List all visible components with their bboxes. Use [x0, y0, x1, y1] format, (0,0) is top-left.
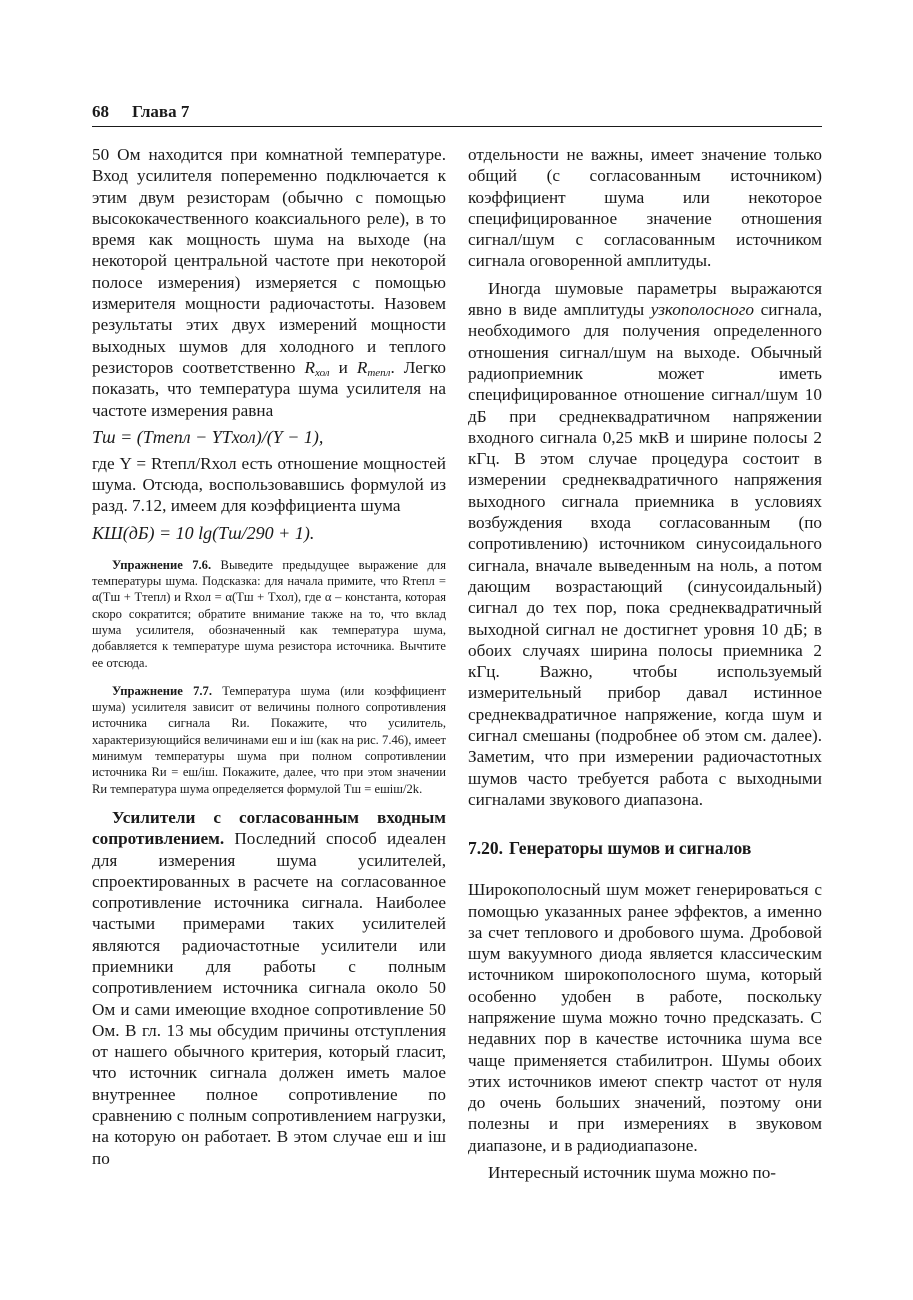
chapter-title: Глава 7 [132, 102, 190, 121]
exercise-text: Температура шума (или коэффициент шума) усилителя зависит от величины полного сопротивления источника сигнала Rи. Покажите, что усилитель, характеризующийся величинами eш и iш (как на рис. 7.46), имеет минимум температуры шума при полном сопротивлении источника Rи = eш/iш. Покажите, далее, что при этом значении Rи температура шума определяется формулой Tш = eшiш/2k. [92, 683, 446, 796]
exercise-title: Упражнение 7.6. [112, 557, 212, 572]
exercise-7-7 [92, 683, 446, 797]
formula-noise-figure: КШ(дБ) = 10 lg(Tш/290 + 1). [92, 522, 315, 543]
section-title: Генераторы шумов и сигналов [509, 838, 752, 859]
right-column [468, 144, 822, 1183]
paragraph: Интересный источник шума можно по- [488, 1163, 777, 1183]
exercise-title: Упражнение 7.7. [112, 683, 212, 698]
left-column [92, 144, 446, 1169]
page-header [92, 100, 822, 127]
paragraph: 50 Ом находится при комнатной температуре. Вход усилителя попеременно подключается к этим двум резисторам (обычно с помощью высококачественного коаксиального реле), в то время как мощность шума на выходе (на некоторой центральной частоте при некоторой полосе измерения) измеряется с помощью измерителя мощности радиочастоты. Назовем результаты этих двух измерений мощности выходных шумов для холодного и теплого резисторов соответственно $R_{хол}$ и $R_{тепл}$. Легко показать, что температура шума усилителя на частоте измерения равна [92, 145, 447, 420]
exercise-7-6 [92, 557, 446, 671]
exercise-text: Выведите предыдущее выражение для температуры шума. Подсказка: для начала примите, что Rтепл = α(Tш + Tтепл) и Rхол = α(Tш + Tхол), где α – константа, которая скоро сократится; обратите внимание также на то, что вклад шума усилителя, обозначенный как температура шума, добавляется к температуре шума резистора источника. Вычтите ее отсюда. [92, 557, 447, 670]
formula-noise-temperature: Tш = (Tтепл − YTхол)/(Y − 1), [92, 426, 324, 447]
paragraph: Иногда шумовые параметры выражаются явно в виде амплитуды узкополосного сигнала, необходимого для получения определенного отношения сигнал/шум на выходе. Обычный радиоприемник может иметь специфицированное отношение сигнал/шум 10 дБ при среднеквадратичном напряжении входного сигнала 0,25 мкВ и ширине полосы 2 кГц. В этом случае процедура состоит в измерении среднеквадратичного напряжения выходного сигнала приемника в условиях возбуждения входа согласованным (по сопротивлению) источником синусоидального сигнала, вначале выведенным на ноль, а потом дающим возрастающий (синусоидальный) сигнал до тех пор, пока среднеквадратичный выходной сигнал не достигнет уровня 10 дБ; в обоих случаях ширина полосы приемника 2 кГц. Важно, чтобы используемый измерительный прибор давал истинное среднеквадратичное напряжение, когда шум и сигнал смешаны (подробнее об этом см. далее). Заметим, что при измерении радиочастотных шумов часто требуется работа с выходными сигналами звукового диапазона. [468, 278, 823, 809]
paragraph: отдельности не важны, имеет значение только общий (с согласованным источником) коэффициент шума или некоторое специфицированное значение отношения сигнал/шум с согласованным источником сигнала оговоренной амплитуды. [468, 145, 822, 271]
section-number: 7.20. [468, 838, 503, 859]
section-heading [468, 838, 822, 859]
paragraph: Широкополосный шум может генерироваться с помощью указанных ранее эффектов, а именно за счет теплового и дробового шума. Дробовой шум вакуумного диода является классическим источником широкополосного шума, который особенно удобен в работе, поскольку напряжение шума можно точно предсказать. С недавних пор в качестве источника шума все чаще применяется стабилитрон. Шумы обоих этих источников имеют спектр частот от нуля до очень больших значений, поэтому они полезны и при измерениях в звуковом диапазоне, и в радиодиапазоне. [468, 880, 822, 1155]
runin-heading: Усилители с согласованным входным сопротивлением. [92, 807, 446, 849]
page-number: 68 [92, 102, 109, 121]
paragraph: где Y = Rтепл/Rхол есть отношение мощностей шума. Отсюда, воспользовавшись формулой из разд. 7.12, имеем для коэффициента шума [92, 453, 446, 516]
paragraph: Усилители с согласованным входным сопротивлением. Последний способ идеален для измерения шума усилителей, спроектированных в расчете на согласованное сопротивление источника сигнала. Наиболее частыми примерами таких усилителей являются радиочастотные усилители или приемники для работы с полным сопротивлением источника сигнала около 50 Ом и сами имеющие входное сопротивление 50 Ом. В гл. 13 мы обсудим причины отступления от нашего обычного критерия, который гласит, что источник сигнала должен иметь малое внутреннее полное сопротивление по сравнению с полным сопротивлением нагрузки, на которую он работает. В этом случае eш и iш по [92, 807, 446, 1168]
